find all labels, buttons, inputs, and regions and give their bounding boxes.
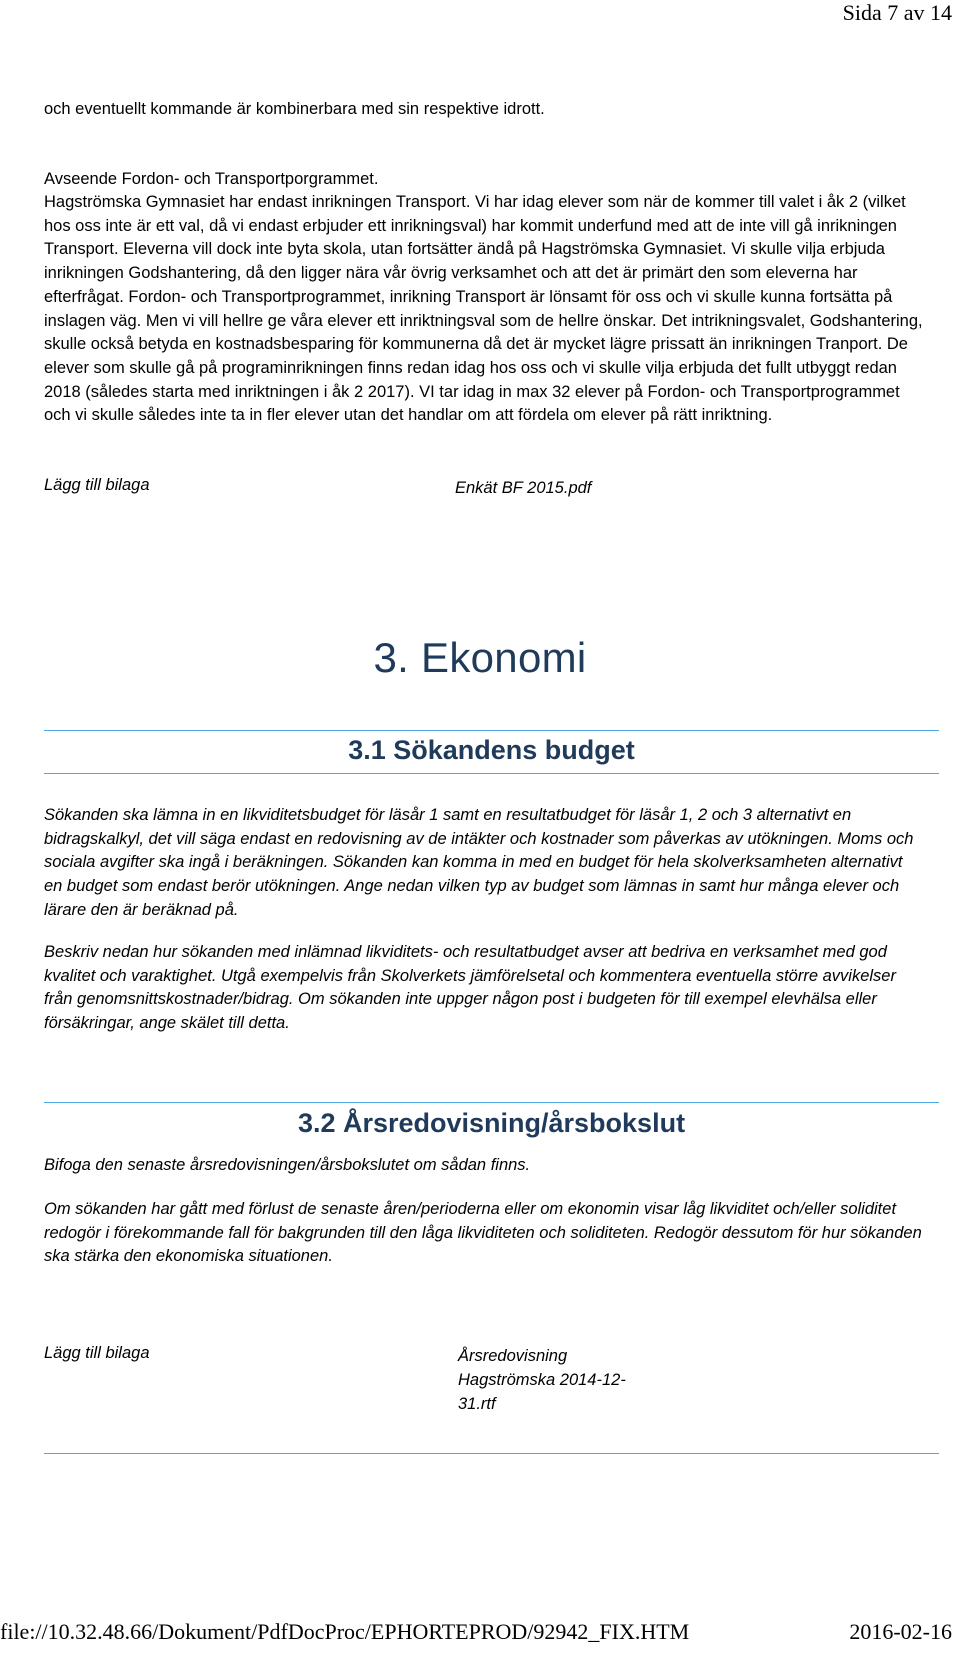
attachment-file-2-line: Årsredovisning	[458, 1347, 568, 1365]
intro-line: och eventuellt kommande är kombinerbara med sin respektive idrott.	[44, 100, 545, 118]
attachment-file-1[interactable]: Enkät BF 2015.pdf	[455, 479, 592, 497]
subsection-title-annual-report: 3.2 Årsredovisning/årsbokslut	[297, 1108, 686, 1138]
divider	[44, 773, 939, 774]
budget-instructions: Sökanden ska lämna in en likviditetsbudget för läsår 1 samt en resultatbudget för läsår 1, 2 och 3 alternativt en bidragskalkyl, det vill säga endast en redovisning av de intäkter och kostnader som påverkas av utökningen. Moms och sociala avgifter ska ingå i beräkningen. Sökanden kan komma in med en budget för hela skolverksamheten alternativt en budget som endast berör utökningen. Ange nedan vilken typ av budget som lämnas in samt hur många elever och lärare den är beräknad på.	[44, 806, 914, 919]
attachment-file-2-line: 31.rtf	[458, 1395, 496, 1413]
attachment-label-1: Lägg till bilaga	[44, 476, 150, 494]
program-body-text: Hagströmska Gymnasiet har endast inrikningen Transport. Vi har idag elever som när de kommer till valet i åk 2 (vilket hos oss inte är ett val, då vi endast erbjuder ett inrikningsval) har kommit underfund med att de inte vill gå inrikningen Transport. Eleverna vill dock inte byta skola, utan fortsätter ändå på Hagströmska Gymnasiet. Vi skulle vilja erbjuda inrikningen Godshantering, då den ligger nära vår övrig verksamhet och att det är primärt den som eleverna har efterfrågat. Fordon- och Transportprogrammet, inrikning Transport är lönsamt för oss och vi skulle kunna fortsätta på inslagen väg. Men vi vill hellre ge våra elever ett inriktningsval som de hellre önskar. Det intrikningsvalet, Godshantering, skulle också betyda en kostnadsbesparing för kommunerna då det är mycket lägre prissatt än inrikningen Tranport. De elever som skulle gå på programinrikningen finns redan idag hos oss och vi skulle vilja erbjuda det fullt utbyggt redan 2018 (således starta med inriktningen i åk 2 2017). VI tar idag in max 32 elever på Fordon- och Transportprogrammet och vi skulle således inte ta in fler elever utan det handlar om att fördela om elever på rätt inriktning.	[44, 193, 923, 425]
budget-description-instructions: Beskriv nedan hur sökanden med inlämnad likviditets- och resultatbudget avser att bedriva en verksamhet med god kvalitet och varaktighet. Utgå exempelvis från Skolverkets jämförelsetal och kommentera eventuella större avvikelser från genomsnittskostnader/bidrag. Om sökanden inte uppger någon post i budgeten för till exempel elevhälsa eller försäkringar, ange skälet till detta.	[44, 943, 896, 1033]
attachment-file-2-line: Hagströmska 2014-12-	[458, 1371, 626, 1389]
attachment-file-2[interactable]	[458, 1344, 626, 1416]
footer-path: file://10.32.48.66/Dokument/PdfDocProc/EPHORTEPROD/92942_FIX.HTM	[0, 1619, 690, 1644]
loss-instructions: Om sökanden har gått med förlust de senaste åren/perioderna eller om ekonomin visar låg likviditet och/eller soliditet redogör i förekommande fall för bakgrunden till den låga likviditeten och soliditeten. Redogör dessutom för hur sökanden ska stärka den ekonomiska situationen.	[44, 1200, 922, 1266]
program-subheading: Avseende Fordon- och Transportporgrammet.	[44, 170, 379, 188]
subsection-title-budget: 3.1 Sökandens budget	[348, 735, 635, 765]
footer-date: 2016-02-16	[849, 1619, 952, 1644]
divider	[44, 1453, 939, 1454]
divider	[44, 730, 939, 731]
divider	[44, 1102, 939, 1103]
attachment-label-2: Lägg till bilaga	[44, 1344, 150, 1362]
section-title-ekonomi: 3. Ekonomi	[373, 634, 587, 681]
annual-report-instructions: Bifoga den senaste årsredovisningen/årsbokslutet om sådan finns.	[44, 1156, 531, 1174]
page-number: Sida 7 av 14	[842, 0, 952, 25]
